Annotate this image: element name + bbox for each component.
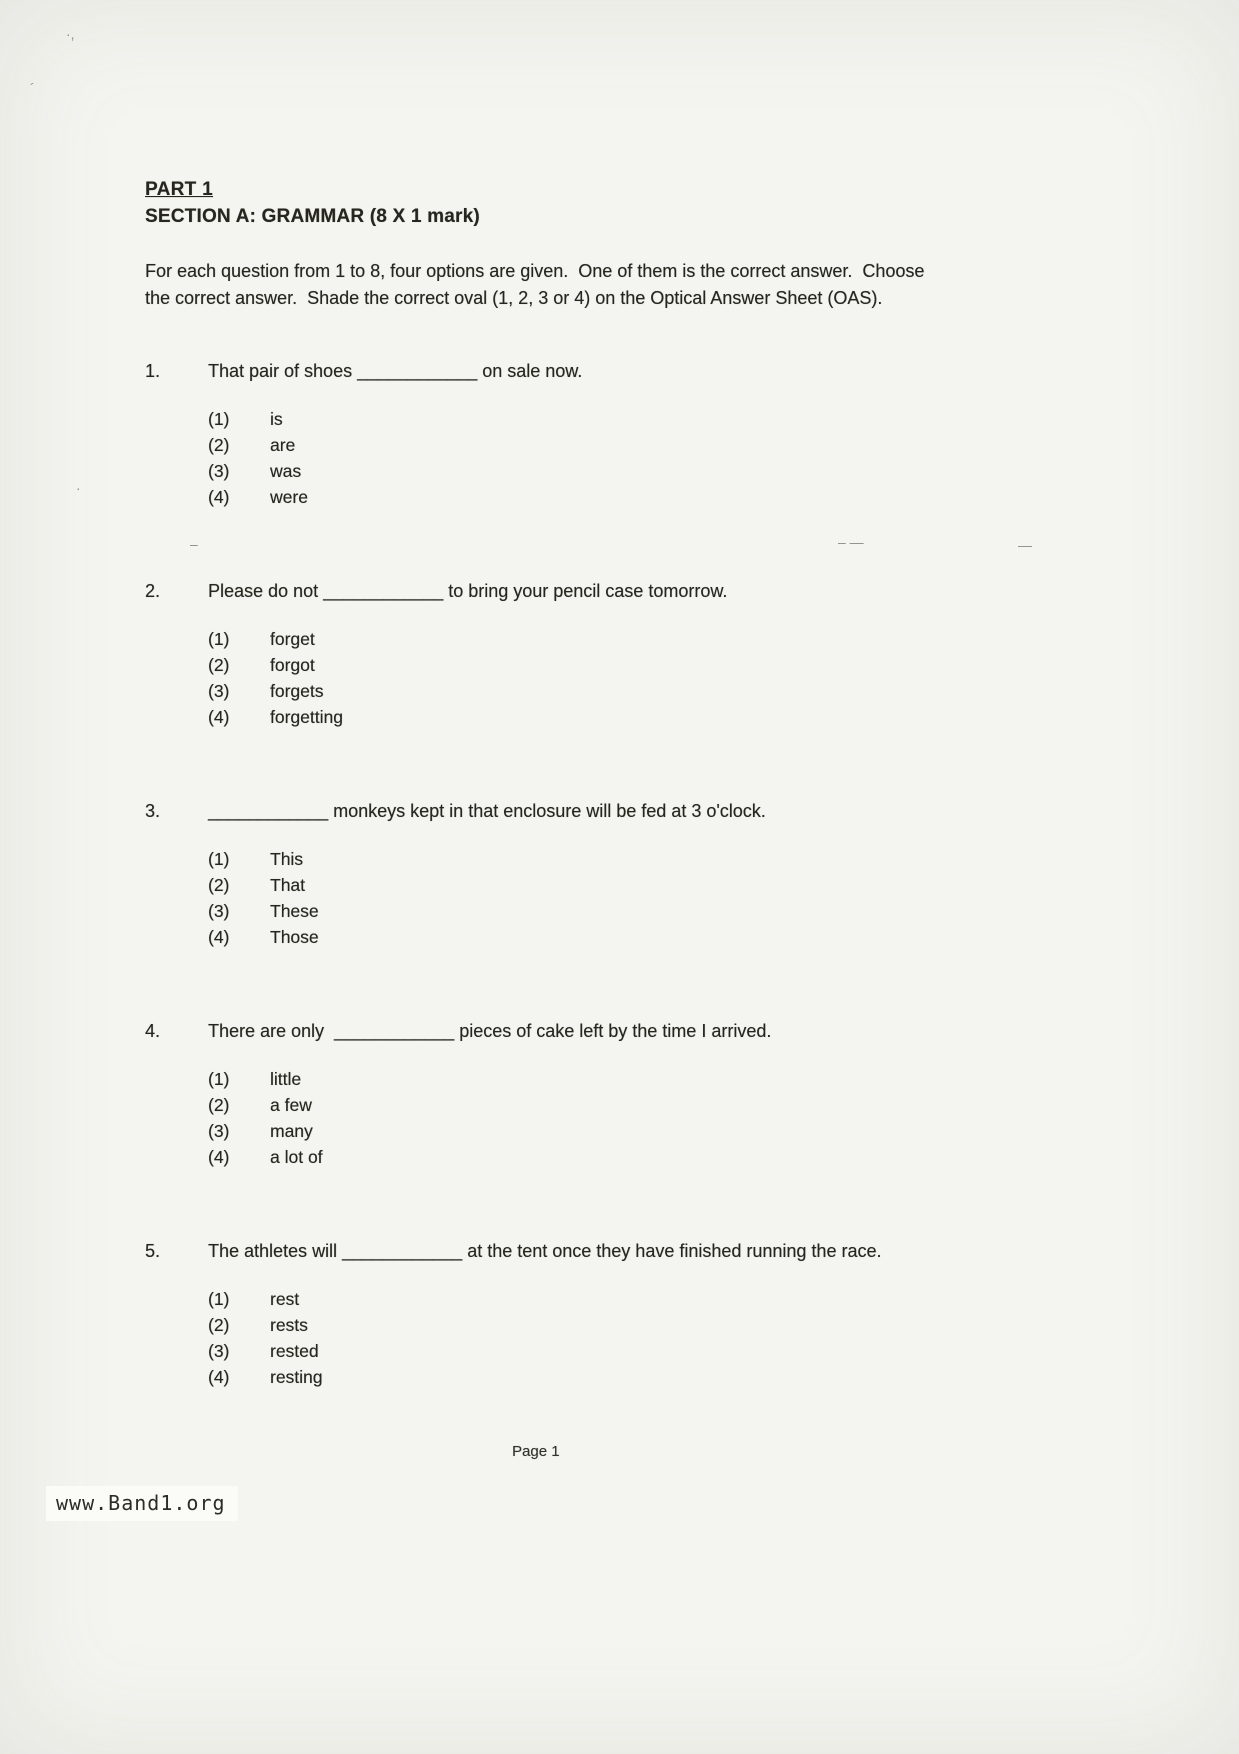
section-title: SECTION A: GRAMMAR (8 X 1 mark) xyxy=(145,206,480,227)
option-label: little xyxy=(270,1069,302,1089)
option-row xyxy=(208,458,955,484)
option-label: is xyxy=(270,409,283,429)
question-text: That pair of shoes ____________ on sale now. xyxy=(208,361,583,381)
option-label: many xyxy=(270,1121,313,1141)
option-row xyxy=(208,1286,955,1312)
option-number: (2) xyxy=(208,435,230,455)
option-number: (2) xyxy=(208,1095,230,1115)
questions-list xyxy=(145,358,955,1390)
option-number: (3) xyxy=(208,1341,230,1361)
option-row xyxy=(208,846,955,872)
question-number: 2. xyxy=(145,581,161,601)
question xyxy=(145,1018,955,1170)
options-list xyxy=(208,406,955,510)
option-row xyxy=(208,1338,955,1364)
option-number: (1) xyxy=(208,1289,230,1309)
option-row xyxy=(208,1092,955,1118)
option-number: (4) xyxy=(208,707,230,727)
question xyxy=(145,1238,955,1390)
option-row xyxy=(208,1144,955,1170)
option-number: (3) xyxy=(208,461,230,481)
question-text: ____________ monkeys kept in that enclosure will be fed at 3 o'clock. xyxy=(208,801,766,821)
option-number: (2) xyxy=(208,875,230,895)
question-text: There are only ____________ pieces of cake left by the time I arrived. xyxy=(208,1021,772,1041)
option-number: (3) xyxy=(208,1121,230,1141)
scan-artifact: ´ xyxy=(30,80,35,96)
option-label: These xyxy=(270,901,319,921)
option-number: (4) xyxy=(208,487,230,507)
option-label: rested xyxy=(270,1341,319,1361)
question-body xyxy=(208,798,955,950)
option-number: (3) xyxy=(208,681,230,701)
option-number: (3) xyxy=(208,901,230,921)
option-label: a lot of xyxy=(270,1147,323,1167)
option-row xyxy=(208,484,955,510)
option-row xyxy=(208,626,955,652)
option-label: forgetting xyxy=(270,707,343,727)
option-number: (1) xyxy=(208,629,230,649)
option-row xyxy=(208,678,955,704)
option-row xyxy=(208,1066,955,1092)
option-row xyxy=(208,652,955,678)
option-number: (2) xyxy=(208,655,230,675)
option-label: forgot xyxy=(270,655,315,675)
question-number: 5. xyxy=(145,1241,161,1261)
page-content xyxy=(145,178,955,1390)
option-label: forgets xyxy=(270,681,324,701)
option-label: rest xyxy=(270,1289,300,1309)
scan-artifact: – — xyxy=(838,534,864,550)
option-number: (2) xyxy=(208,1315,230,1335)
scan-artifact: ·, xyxy=(66,26,75,42)
question-body xyxy=(208,578,955,730)
option-label: was xyxy=(270,461,302,481)
scan-artifact: · xyxy=(76,480,81,496)
question-body xyxy=(208,1018,955,1170)
scan-artifact: — xyxy=(1018,537,1032,553)
scan-artifact: – xyxy=(190,536,198,552)
options-list xyxy=(208,846,955,950)
options-list xyxy=(208,626,955,730)
option-label: were xyxy=(270,487,308,507)
option-number: (4) xyxy=(208,1367,230,1387)
question xyxy=(145,358,955,510)
option-label: rests xyxy=(270,1315,308,1335)
option-label: Those xyxy=(270,927,319,947)
option-row xyxy=(208,924,955,950)
question-number: 4. xyxy=(145,1021,161,1041)
question-text: The athletes will ____________ at the tent once they have finished running the race. xyxy=(208,1241,882,1261)
option-label: forget xyxy=(270,629,315,649)
option-number: (1) xyxy=(208,1069,230,1089)
option-number: (4) xyxy=(208,1147,230,1167)
question-number: 3. xyxy=(145,801,161,821)
question-body xyxy=(208,1238,955,1390)
page-number: Page 1 xyxy=(512,1443,560,1460)
option-label: a few xyxy=(270,1095,312,1115)
option-label: are xyxy=(270,435,296,455)
option-label: That xyxy=(270,875,306,895)
question xyxy=(145,578,955,730)
option-row xyxy=(208,1364,955,1390)
option-row xyxy=(208,704,955,730)
options-list xyxy=(208,1286,955,1390)
option-label: resting xyxy=(270,1367,323,1387)
option-row xyxy=(208,432,955,458)
watermark: www.Band1.org xyxy=(46,1486,238,1521)
option-number: (4) xyxy=(208,927,230,947)
option-row xyxy=(208,898,955,924)
question xyxy=(145,798,955,950)
options-list xyxy=(208,1066,955,1170)
question-number: 1. xyxy=(145,361,161,381)
instructions-paragraph: For each question from 1 to 8, four options are given. One of them is the correct answer. Choose the correct answer. Shade the correct oval (1, 2, 3 or 4) on the Optical Answer Sheet (OAS). xyxy=(145,261,930,308)
option-number: (1) xyxy=(208,849,230,869)
option-row xyxy=(208,406,955,432)
option-row xyxy=(208,872,955,898)
question-text: Please do not ____________ to bring your pencil case tomorrow. xyxy=(208,581,728,601)
option-number: (1) xyxy=(208,409,230,429)
option-row xyxy=(208,1118,955,1144)
option-label: This xyxy=(270,849,304,869)
question-body xyxy=(208,358,955,510)
option-row xyxy=(208,1312,955,1338)
part-title: PART 1 xyxy=(145,179,213,200)
